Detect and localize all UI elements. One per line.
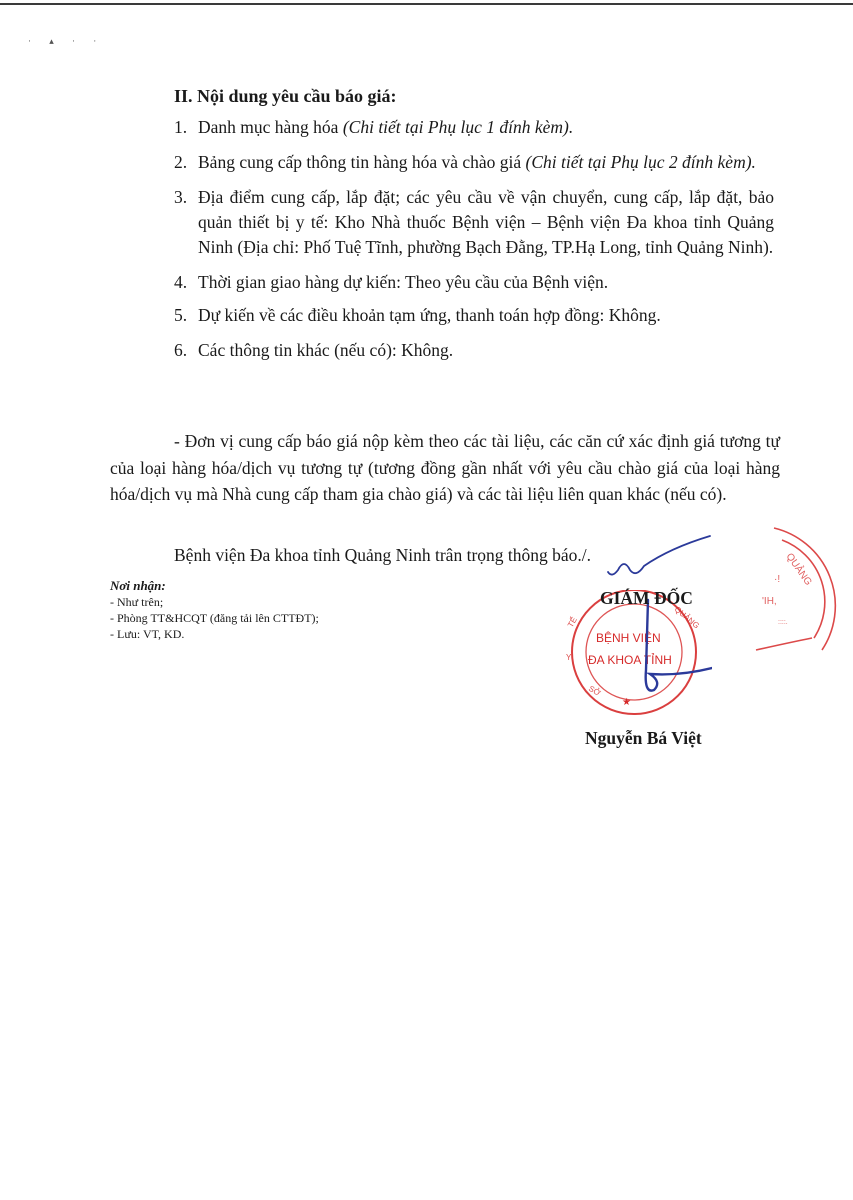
scan-top-edge [0,3,853,5]
item-text: Thời gian giao hàng dự kiến: Theo yêu cầu của Bệnh viện. [198,272,609,292]
item-main: Bảng cung cấp thông tin hàng hóa và chào giá [198,152,526,172]
list-item [174,115,774,140]
list-item [174,270,774,295]
svg-text:SỞ: SỞ [587,683,603,698]
signature-initial-mark [600,528,720,588]
recipients-block [110,578,319,642]
list-item [174,150,774,175]
recipient-line: - Lưu: VT, KD. [110,627,185,641]
svg-text:::::.: ::::. [778,619,788,626]
scan-specks: · ▴ · · [28,36,105,46]
requirements-list [174,112,774,363]
side-seal-fragment [752,520,853,690]
stamp-line-1: BỆNH VIỆN [596,631,661,645]
official-stamp [562,590,712,720]
svg-text:Y: Y [566,653,572,662]
item-text [198,115,774,140]
item-number: 6. [174,340,188,360]
svg-text:TẾ: TẾ [565,615,579,629]
svg-text:·!: ·! [774,574,781,585]
closing-notice: Bệnh viện Đa khoa tỉnh Quảng Ninh trân trọng thông báo./. [174,545,592,565]
svg-text:'IH,: 'IH, [762,596,777,607]
item-number: 2. [174,152,188,172]
item-text: Dự kiến về các điều khoản tạm ứng, thanh toán hợp đồng: Không. [198,305,661,325]
stamp-line-2: ĐA KHOA TỈNH [588,653,672,667]
svg-text:★: ★ [622,697,631,708]
list-item [174,303,774,328]
supporting-documents-paragraph: - Đơn vị cung cấp báo giá nộp kèm theo các tài liệu, các căn cứ xác định giá tương tự của loại hàng hóa/dịch vụ tương tự (tương đồng gần nhất với yêu cầu chào giá của loại hàng hóa/dịch vụ mà Nhà cung cấp tham gia chào giá) và các tài liệu liên quan khác (nếu có). [110,431,780,504]
item-number: 5. [174,305,188,325]
svg-text:QUẢNG: QUẢNG [672,604,701,631]
recipient-line: - Phòng TT&HCQT (đăng tải lên CTTĐT); [110,611,319,625]
recipients-header: Nơi nhận: [110,578,166,593]
item-note: (Chi tiết tại Phụ lục 1 đính kèm). [342,117,574,137]
item-text: Các thông tin khác (nếu có): Không. [198,340,454,360]
item-number: 4. [174,272,188,292]
item-main: Danh mục hàng hóa [198,117,343,137]
item-note: (Chi tiết tại Phụ lục 2 đính kèm). [525,152,756,172]
list-item [174,338,774,363]
section-title: II. Nội dung yêu cầu báo giá: [174,86,397,106]
item-text [198,150,774,175]
item-number: 1. [174,117,188,137]
svg-text:QUẢNG: QUẢNG [783,551,814,588]
item-text: Địa điểm cung cấp, lắp đặt; các yêu cầu về vận chuyển, cung cấp, lắp đặt, bảo quản thiết bị y tế: Kho Nhà thuốc Bệnh viện – Bệnh viện Đa khoa tỉnh Quảng Ninh (Địa chỉ: Phố Tuệ Tĩnh, phường Bạch Đằng, TP.Hạ Long, tỉnh Quảng Ninh). [198,187,774,257]
recipient-line: - Như trên; [110,595,164,609]
signatory-title: GIÁM ĐỐC [600,588,693,608]
list-item [174,185,774,260]
signatory-name: Nguyễn Bá Việt [585,728,702,748]
item-number: 3. [174,187,188,207]
